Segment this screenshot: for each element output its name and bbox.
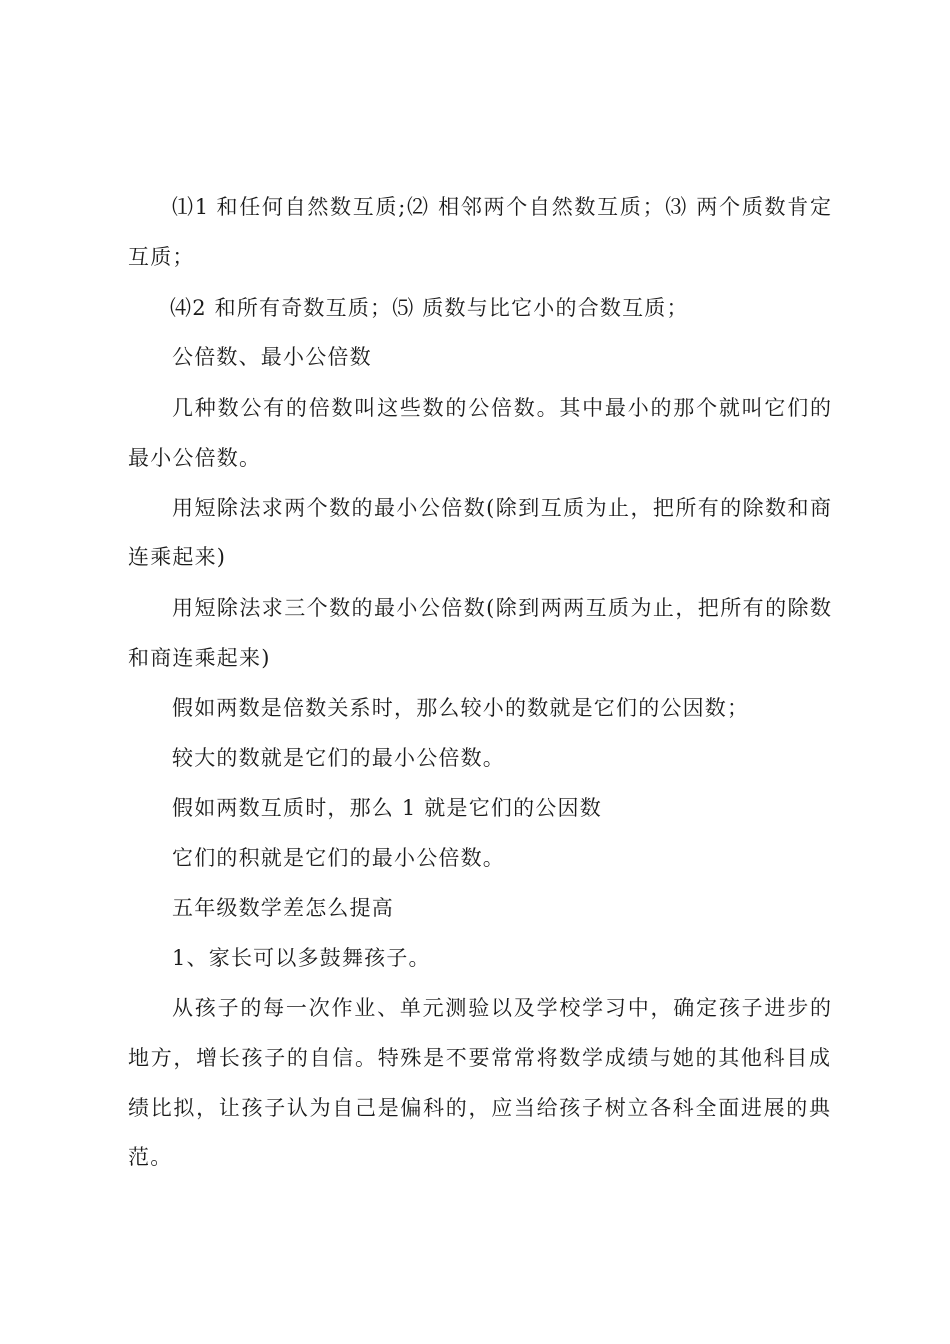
- tip-1-paragraph-line-4: 范。: [128, 1145, 173, 1169]
- three-number-method-line-1: 用短除法求三个数的最小公倍数(除到两两互质为止，把所有的除数: [172, 596, 831, 620]
- coprime-relation-line-1: 假如两数互质时，那么 1 就是它们的公因数: [172, 796, 602, 820]
- multiple-relation-line-2: 较大的数就是它们的最小公倍数。: [172, 746, 505, 770]
- section-heading-lcm: 公倍数、最小公倍数: [172, 345, 372, 369]
- coprime-rules-line-2: 互质；: [128, 245, 195, 269]
- two-number-method-line-1: 用短除法求两个数的最小公倍数(除到互质为止，把所有的除数和商: [172, 496, 831, 520]
- lcm-definition-line-1: 几种数公有的倍数叫这些数的公倍数。其中最小的那个就叫它们的: [172, 396, 831, 420]
- multiple-relation-line-1: 假如两数是倍数关系时，那么较小的数就是它们的公因数；: [172, 696, 750, 720]
- lcm-definition-line-2: 最小公倍数。: [128, 446, 262, 470]
- coprime-rules-line-3: ⑷2 和所有奇数互质；⑸ 质数与比它小的合数互质；: [170, 296, 689, 320]
- tip-1-paragraph-line-1: 从孩子的每一次作业、单元测验以及学校学习中，确定孩子进步的: [172, 996, 831, 1020]
- three-number-method-line-2: 和商连乘起来): [128, 646, 271, 670]
- tip-1-paragraph-line-3: 绩比拟，让孩子认为自己是偏科的，应当给孩子树立各科全面进展的典: [128, 1096, 830, 1120]
- coprime-relation-line-2: 它们的积就是它们的最小公倍数。: [172, 846, 505, 870]
- section-heading-improve: 五年级数学差怎么提高: [172, 896, 394, 920]
- tip-1-heading: 1、家长可以多鼓舞孩子。: [172, 946, 431, 970]
- tip-1-paragraph-line-2: 地方，增长孩子的自信。特殊是不要常常将数学成绩与她的其他科目成: [128, 1046, 830, 1070]
- two-number-method-line-2: 连乘起来): [128, 545, 227, 569]
- coprime-rules-line-1: ⑴1 和任何自然数互质;⑵ 相邻两个自然数互质；⑶ 两个质数肯定: [172, 195, 831, 219]
